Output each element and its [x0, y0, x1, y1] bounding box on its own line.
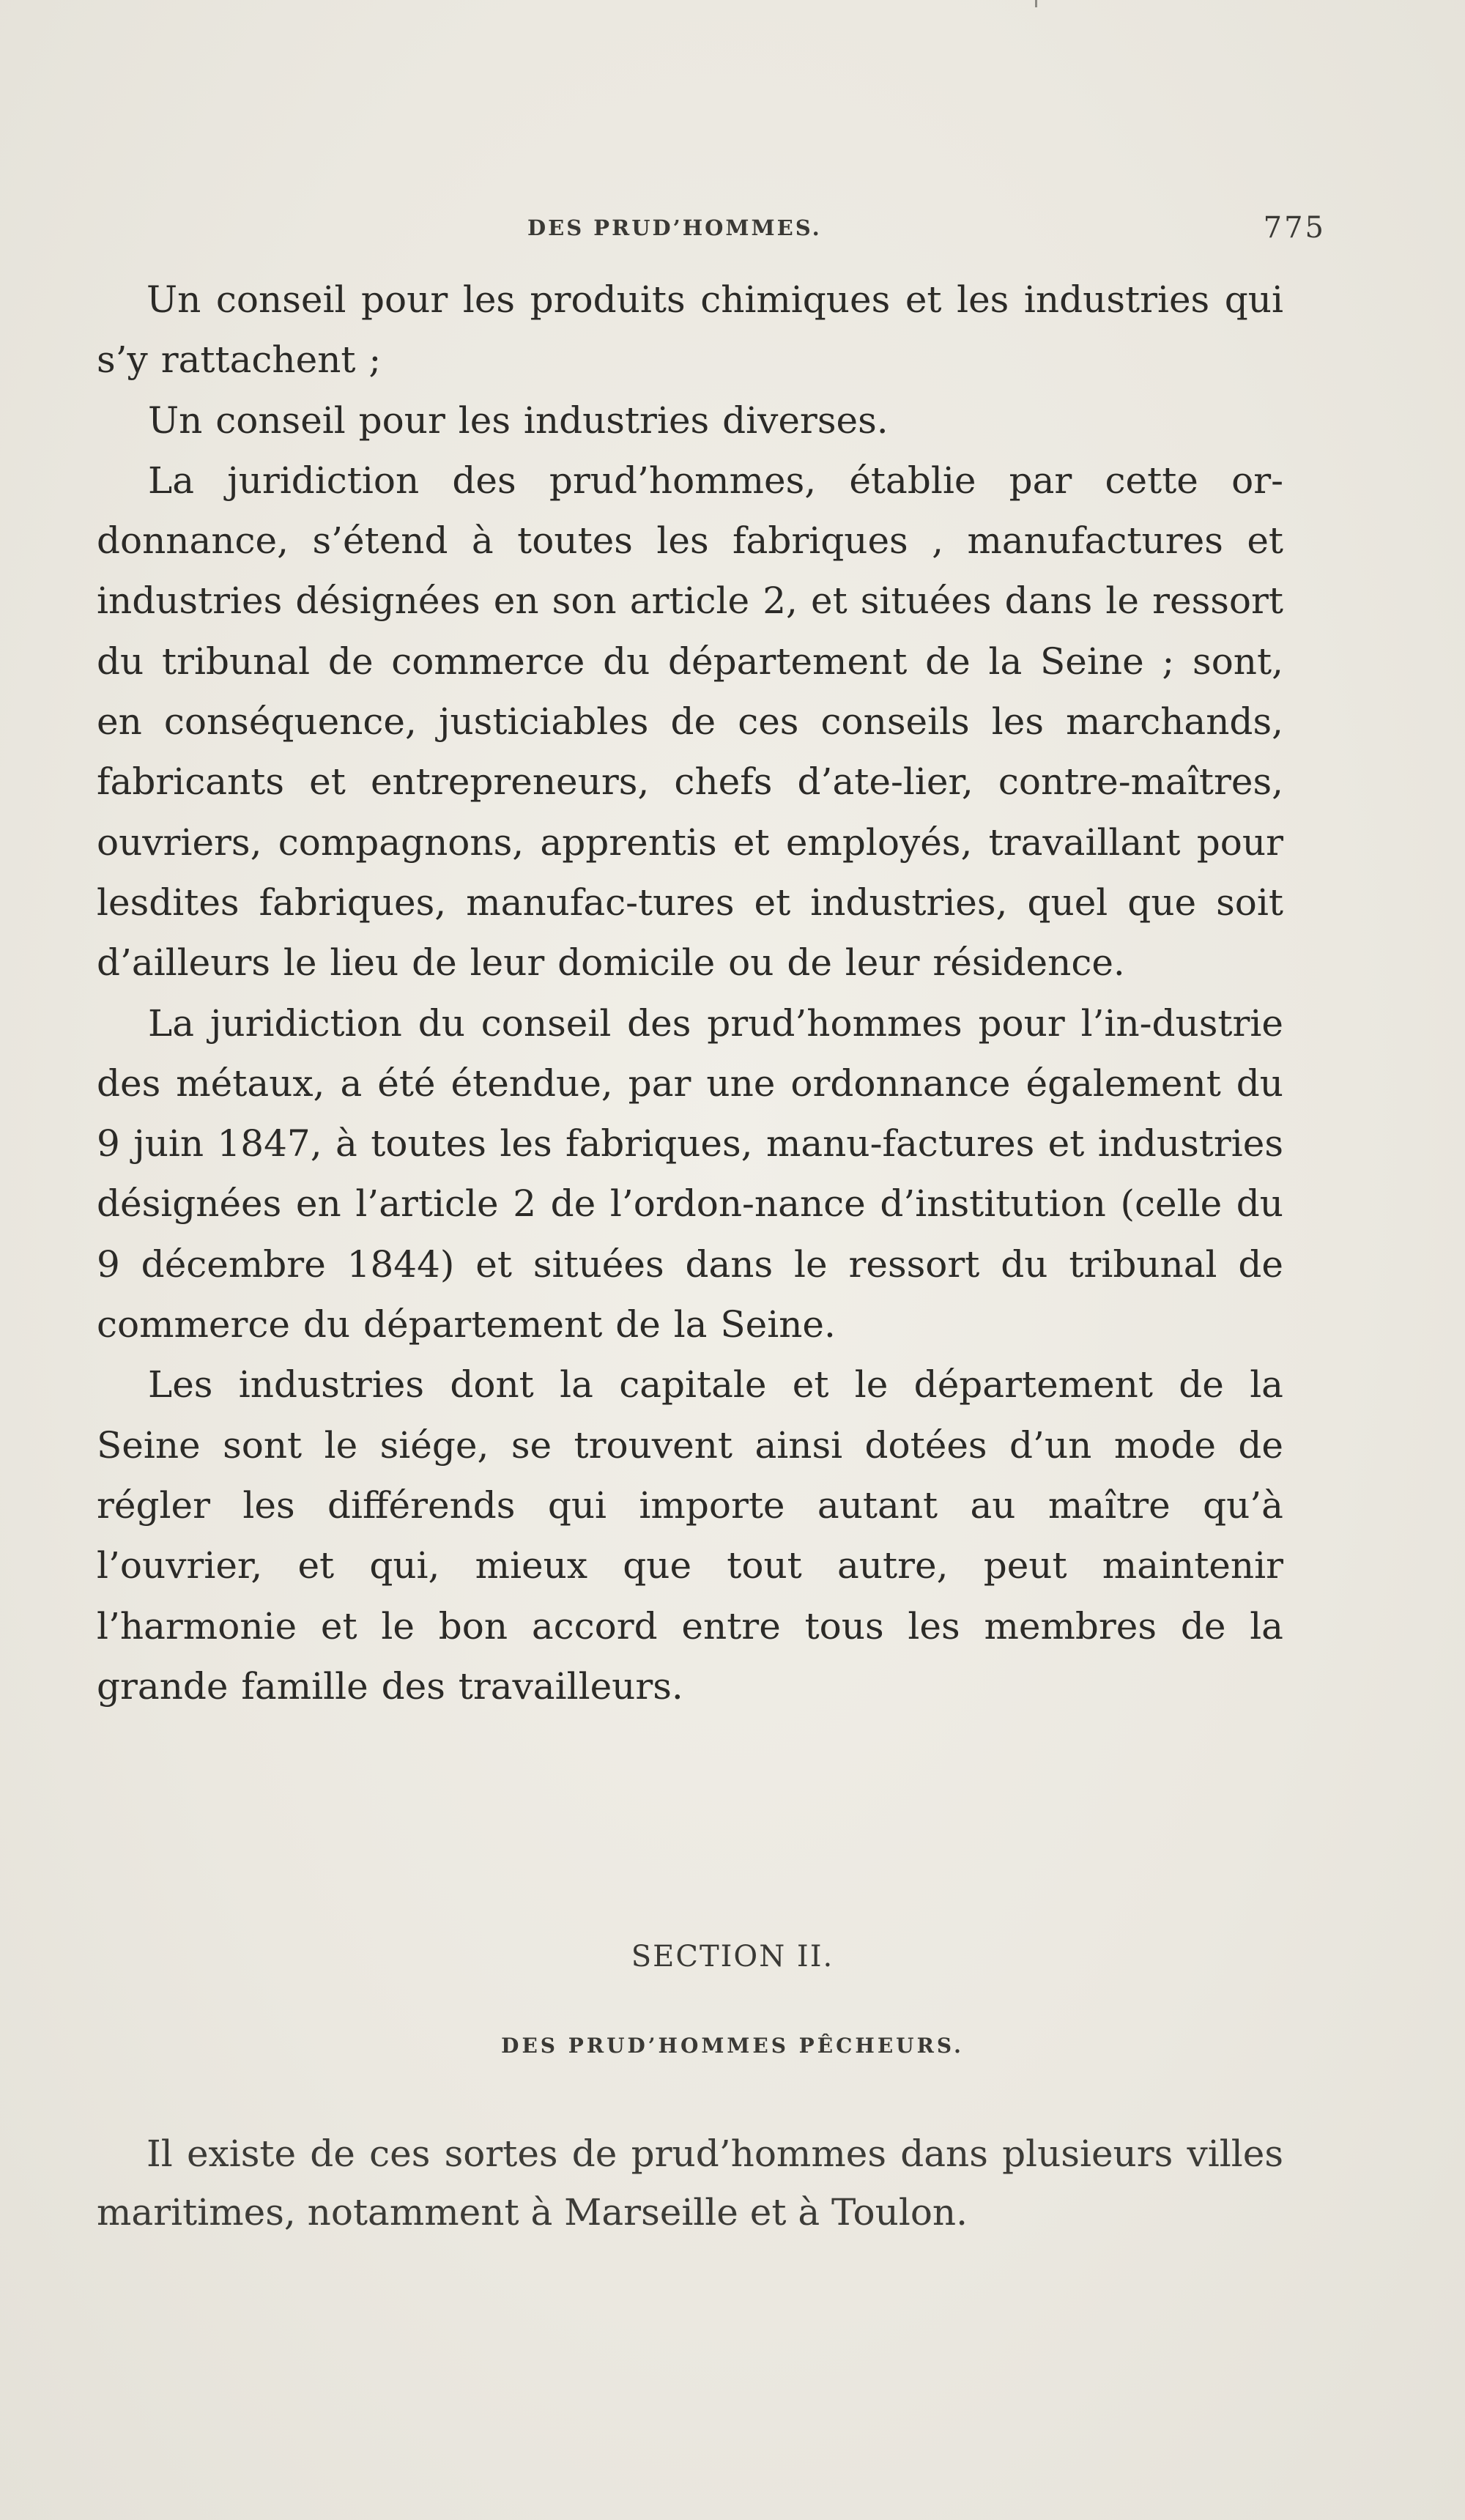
paragraph: Un conseil pour les industries diverses. — [148, 399, 889, 442]
paragraph: Un conseil pour les produits chimiques et les industries qui s’y rattachent ; — [97, 278, 1283, 382]
page-edge-mark — [1035, 0, 1037, 7]
section-text — [97, 2124, 1283, 2242]
paragraph: La juridiction du conseil des prud’hommes pour l’in-dustrie des métaux, a été étendue, par une ordonnance également du 9 juin 1847, à toutes les fabriques, manu-factures et industries désignées en l’article 2 de l’ordon-nance d’institution (celle du 9 décembre 1844) et situées dans le ressort du tribunal de commerce du département de la Seine. — [97, 1001, 1283, 1346]
paragraph: La juridiction des prud’hommes, établie par cette or-donnance, s’étend à toutes les fabriques , manufactures et industries désignées en son article 2, et situées dans le ressort du tribunal de commerce du département de la Seine ; sont, en conséquence, justiciables de ces conseils les marchands, fabricants et entrepreneurs, chefs d’ate-lier, contre-maîtres, ouvriers, compagnons, apprentis et employés, travaillant pour lesdites fabriques, manufac-tures et industries, quel que soit d’ailleurs le lieu de leur domicile ou de leur résidence. — [97, 459, 1283, 985]
paragraph: Il existe de ces sortes de prud’hommes dans plusieurs villes maritimes, notamment à Marseille et à Toulon. — [97, 2132, 1283, 2234]
running-header — [527, 211, 1326, 248]
section-heading: SECTION II. — [631, 1940, 834, 1974]
page-number: 775 — [1263, 211, 1326, 245]
section-subtitle: DES PRUD’HOMMES PÊCHEURS. — [501, 2034, 964, 2058]
paragraph: Les industries dont la capitale et le département de la Seine sont le siége, se trouvent ainsi dotées d’un mode de régler les différends qui importe autant au maître qu’à l’ouvrier, et qui, mieux que tout autre, peut maintenir l’harmonie et le bon accord entre tous les membres de la grande famille des travailleurs. — [97, 1363, 1283, 1708]
main-text — [97, 270, 1283, 1716]
running-title: DES PRUD’HOMMES. — [527, 215, 822, 240]
